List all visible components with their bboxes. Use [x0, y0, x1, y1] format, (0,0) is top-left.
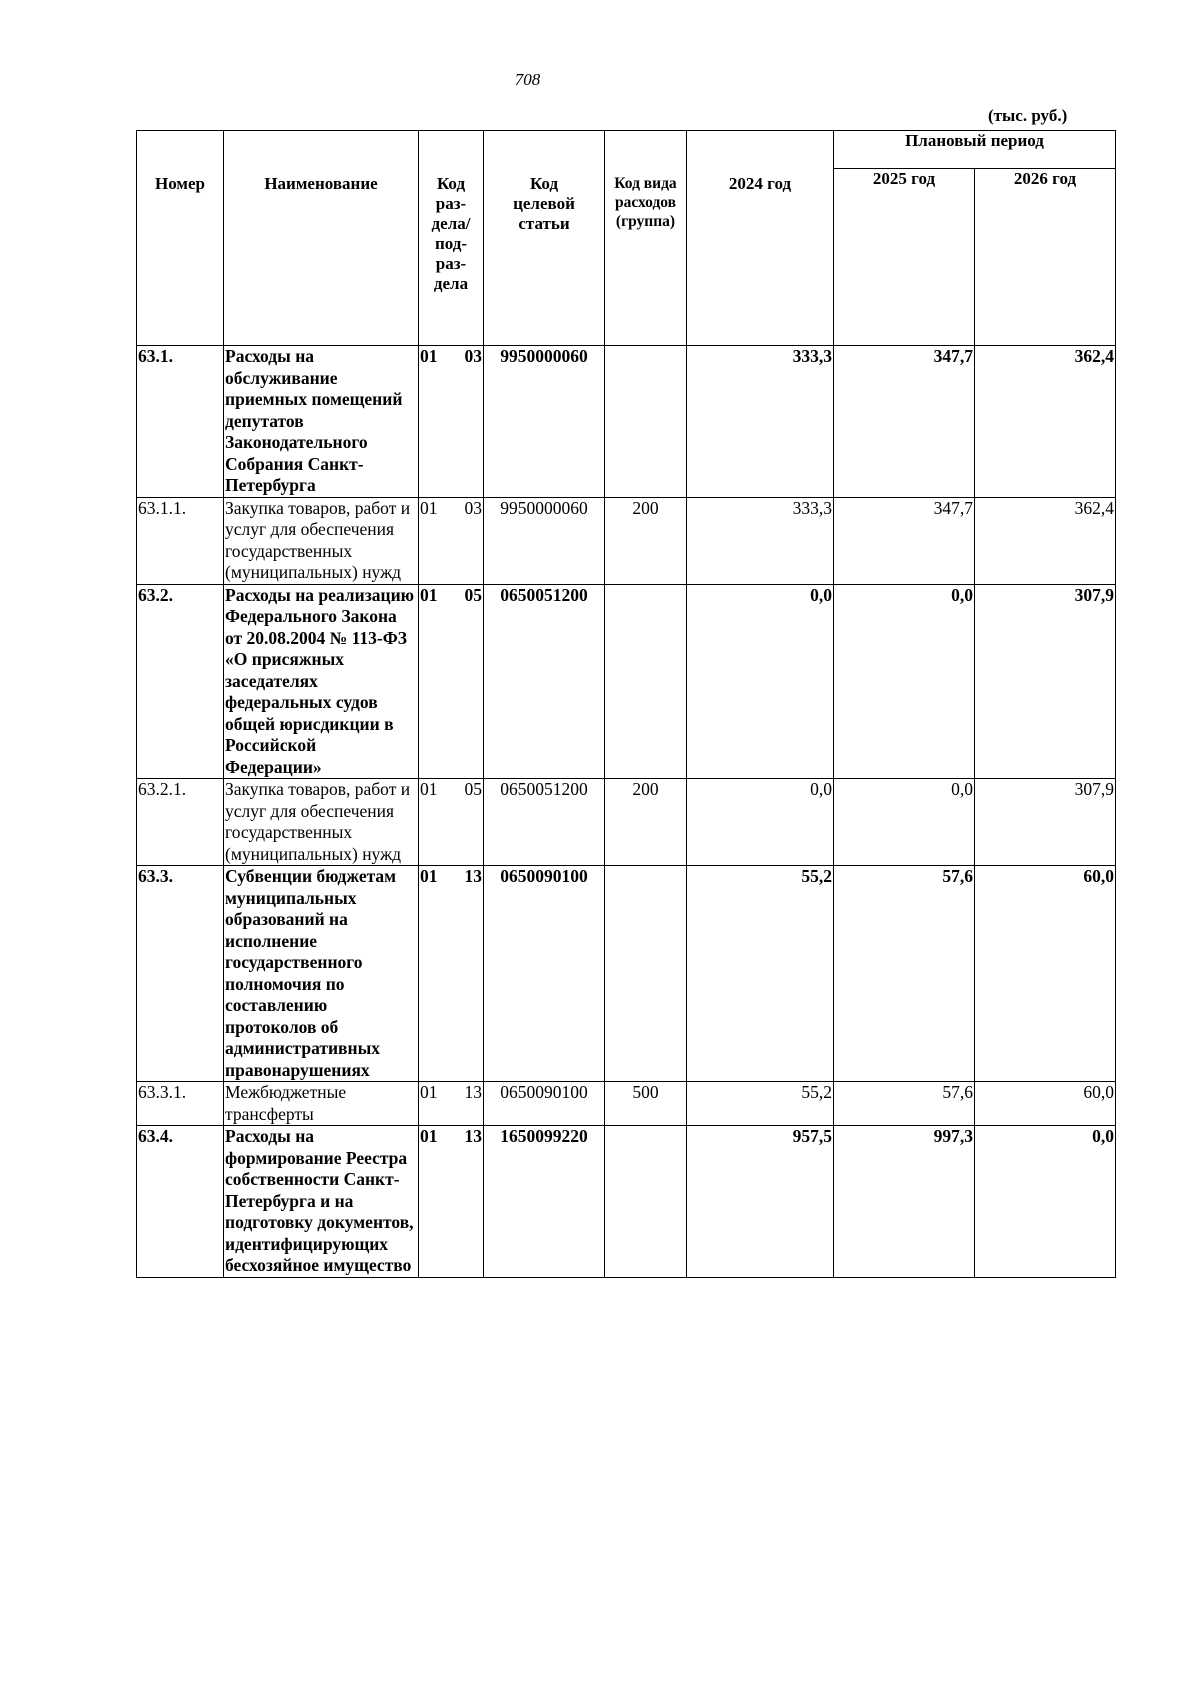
header-name: Наименование	[224, 131, 419, 346]
row-name: Расходы на формирование Реестра собственности Санкт-Петербурга и на подготовку документов, идентифицирующих бесхозяйное имущество	[224, 1126, 419, 1278]
row-target-code: 1650099220	[484, 1126, 605, 1278]
table-row	[137, 497, 1116, 584]
row-target-code: 0650090100	[484, 866, 605, 1082]
row-target-code: 9950000060	[484, 346, 605, 498]
row-name: Закупка товаров, работ и услуг для обеспечения государственных (муниципальных) нужд	[224, 779, 419, 866]
row-amount-2025: 347,7	[834, 497, 975, 584]
row-expense-type: 200	[605, 779, 687, 866]
row-target-code: 9950000060	[484, 497, 605, 584]
header-2026: 2026 год	[975, 169, 1116, 346]
row-amount-2024: 0,0	[687, 779, 834, 866]
header-target-code: Код целевой статьи	[484, 131, 605, 346]
table-row	[137, 584, 1116, 779]
row-target-code: 0650051200	[484, 584, 605, 779]
row-amount-2026: 362,4	[975, 346, 1116, 498]
row-section-code	[419, 1082, 484, 1126]
row-amount-2025: 57,6	[834, 1082, 975, 1126]
header-planning-period: Плановый период	[834, 131, 1116, 169]
table-body	[137, 346, 1116, 1278]
row-amount-2024: 0,0	[687, 584, 834, 779]
row-amount-2024: 333,3	[687, 497, 834, 584]
row-section-code	[419, 346, 484, 498]
table-row	[137, 346, 1116, 498]
header-section-code: Код раз-дела/ под-раз-дела	[419, 131, 484, 346]
row-section-code	[419, 866, 484, 1082]
row-amount-2025: 347,7	[834, 346, 975, 498]
row-amount-2024: 55,2	[687, 866, 834, 1082]
section-code: 01	[420, 1126, 438, 1146]
row-name: Расходы на обслуживание приемных помещений депутатов Законодательного Собрания Санкт-Петербурга	[224, 346, 419, 498]
section-code: 01	[420, 779, 438, 799]
row-expense-type: 200	[605, 497, 687, 584]
table-row	[137, 866, 1116, 1082]
row-expense-type	[605, 584, 687, 779]
subsection-code: 05	[464, 584, 482, 605]
row-section-code	[419, 497, 484, 584]
row-amount-2024: 957,5	[687, 1126, 834, 1278]
section-code: 01	[420, 584, 438, 605]
units-label: (тыс. руб.)	[988, 106, 1068, 125]
section-code: 01	[420, 497, 438, 518]
header-2024: 2024 год	[687, 131, 834, 346]
row-amount-2026: 0,0	[975, 1126, 1116, 1278]
budget-table	[136, 130, 1116, 1278]
row-amount-2025: 0,0	[834, 584, 975, 779]
row-amount-2026: 362,4	[975, 497, 1116, 584]
subsection-code: 03	[464, 346, 482, 366]
section-code: 01	[420, 346, 438, 366]
row-amount-2024: 333,3	[687, 346, 834, 498]
table-row	[137, 779, 1116, 866]
row-section-code	[419, 779, 484, 866]
row-amount-2024: 55,2	[687, 1082, 834, 1126]
section-code: 01	[420, 1082, 438, 1102]
row-name: Межбюджетные трансферты	[224, 1082, 419, 1126]
section-code: 01	[420, 866, 438, 886]
header-expense-type: Код вида расходов (группа)	[605, 131, 687, 346]
header-2025: 2025 год	[834, 169, 975, 346]
row-number: 63.2.1.	[137, 779, 224, 866]
row-expense-type	[605, 346, 687, 498]
row-amount-2025: 57,6	[834, 866, 975, 1082]
header-row-1	[137, 131, 1116, 169]
row-number: 63.2.	[137, 584, 224, 779]
row-name: Расходы на реализацию Федерального Закона от 20.08.2004 № 113-ФЗ «О присяжных заседателях федеральных судов общей юрисдикции в Российской Федерации»	[224, 584, 419, 779]
row-amount-2025: 0,0	[834, 779, 975, 866]
subsection-code: 03	[464, 497, 482, 518]
row-amount-2026: 307,9	[975, 584, 1116, 779]
row-number: 63.3.1.	[137, 1082, 224, 1126]
row-name: Закупка товаров, работ и услуг для обеспечения государственных (муниципальных) нужд	[224, 497, 419, 584]
row-section-code	[419, 1126, 484, 1278]
row-amount-2026: 307,9	[975, 779, 1116, 866]
header-number: Номер	[137, 131, 224, 346]
row-name: Субвенции бюджетам муниципальных образований на исполнение государственного полномочия по составлению протоколов об административных правонарушениях	[224, 866, 419, 1082]
subsection-code: 13	[464, 866, 482, 886]
subsection-code: 13	[464, 1126, 482, 1146]
row-expense-type	[605, 1126, 687, 1278]
page-number: 708	[514, 70, 541, 89]
table-row	[137, 1126, 1116, 1278]
row-amount-2026: 60,0	[975, 866, 1116, 1082]
row-target-code: 0650090100	[484, 1082, 605, 1126]
row-target-code: 0650051200	[484, 779, 605, 866]
table-row	[137, 1082, 1116, 1126]
row-section-code	[419, 584, 484, 779]
row-number: 63.3.	[137, 866, 224, 1082]
row-expense-type	[605, 866, 687, 1082]
row-amount-2026: 60,0	[975, 1082, 1116, 1126]
row-number: 63.1.	[137, 346, 224, 498]
row-expense-type: 500	[605, 1082, 687, 1126]
row-number: 63.4.	[137, 1126, 224, 1278]
subsection-code: 13	[464, 1082, 482, 1102]
row-amount-2025: 997,3	[834, 1126, 975, 1278]
row-number: 63.1.1.	[137, 497, 224, 584]
subsection-code: 05	[464, 779, 482, 799]
